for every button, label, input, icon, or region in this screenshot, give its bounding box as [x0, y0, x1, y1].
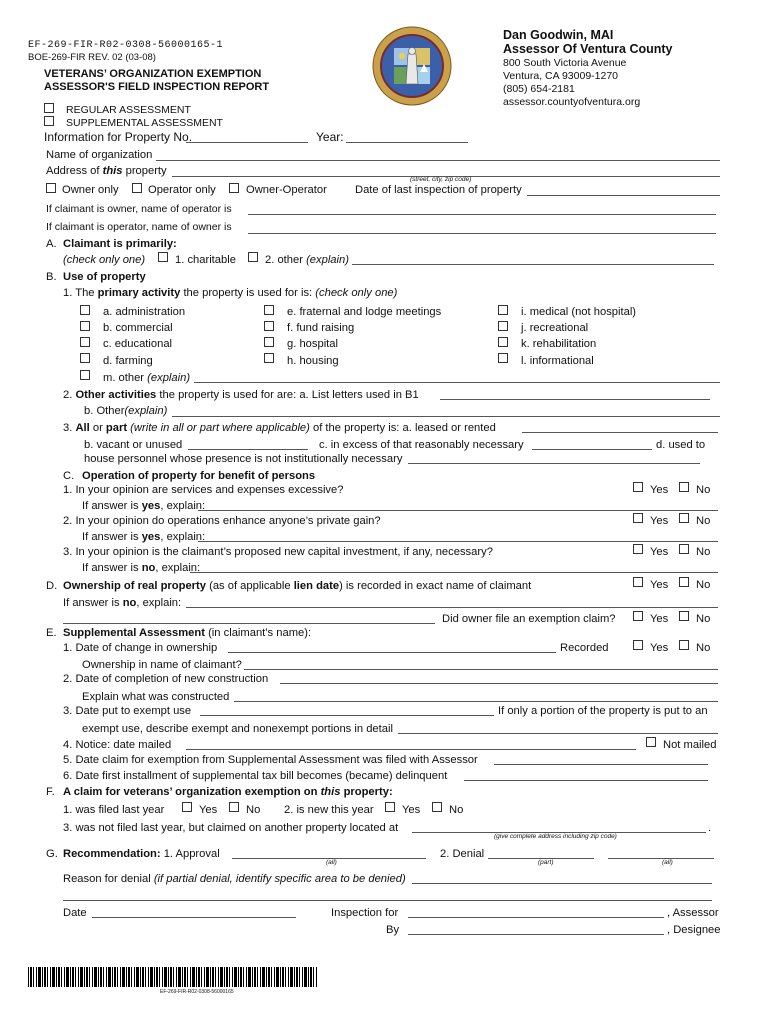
d-yes-label: Yes — [650, 579, 669, 591]
charitable-checkbox[interactable] — [158, 252, 168, 262]
reason-field[interactable] — [412, 883, 712, 884]
section-b-q1: 1. The primary activity the property is used for is: (check only one) — [63, 287, 398, 299]
c3-followup: If answer is no, explain: — [82, 562, 201, 574]
f1-no-label: No — [246, 804, 261, 816]
date-field[interactable] — [92, 917, 296, 918]
activity-i-checkbox[interactable] — [498, 305, 508, 315]
c2-no-checkbox[interactable] — [679, 513, 689, 523]
e3-label: 3. Date put to exempt use — [63, 705, 192, 717]
c1-no-checkbox[interactable] — [679, 482, 689, 492]
activity-a-checkbox[interactable] — [80, 305, 90, 315]
activity-e-checkbox[interactable] — [264, 305, 274, 315]
owner-only-checkbox[interactable] — [46, 183, 56, 193]
e1-label: 1. Date of change in ownership — [63, 642, 218, 654]
activity-m-field[interactable] — [194, 382, 720, 383]
section-c-q2: 2. In your opinion do operations enhance anyone’s private gain? — [63, 515, 381, 527]
owner-name-field[interactable] — [248, 233, 716, 234]
section-b-title: Use of property — [63, 271, 146, 283]
letters-used-field[interactable] — [440, 399, 710, 400]
org-name-field[interactable] — [156, 160, 720, 161]
section-d-text: Ownership of real property (as of applicable lien date) is recorded in exact name of claimant — [63, 580, 532, 592]
section-g-letter: G. — [46, 848, 58, 860]
section-b-letter: B. — [46, 271, 57, 283]
owner-operator-checkbox[interactable] — [229, 183, 239, 193]
exemption-claim-label: Did owner file an exemption claim? — [442, 613, 616, 625]
e5-field[interactable] — [494, 764, 708, 765]
regular-assessment-label: REGULAR ASSESSMENT — [66, 104, 191, 116]
assessor-name: Dan Goodwin, MAI — [503, 28, 614, 42]
leased-field[interactable] — [522, 432, 718, 433]
date-label: Date — [63, 907, 87, 919]
c3-explain-field[interactable] — [190, 572, 718, 573]
county-seal-logo — [372, 26, 452, 106]
section-a-title: Claimant is primarily: — [63, 238, 177, 250]
barcode — [28, 967, 318, 987]
activity-g-label: g. hospital — [287, 338, 338, 350]
c1-followup: If answer is yes, explain: — [82, 500, 206, 512]
claim-yes-checkbox[interactable] — [633, 611, 643, 621]
other-claimant-field[interactable] — [352, 264, 714, 265]
f3-caption: (give complete address including zip code) — [494, 833, 617, 840]
barcode-text: EF-269-FIR-R02-0308-56000165 — [160, 989, 234, 995]
vacant-field[interactable] — [188, 449, 308, 450]
c1-yes-checkbox[interactable] — [633, 482, 643, 492]
claim-yes-label: Yes — [650, 613, 669, 625]
e3-right-label: If only a portion of the property is put to an — [498, 705, 708, 717]
d-no-label: No — [696, 579, 711, 591]
form-code: EF-269-FIR-R02-0308-56000165-1 — [28, 40, 224, 51]
activity-f-checkbox[interactable] — [264, 321, 274, 331]
section-b-q2: 2. Other activities the property is used for are: a. List letters used in B1 — [63, 389, 419, 401]
explain-constructed-label: Explain what was constructed — [82, 691, 230, 703]
excess-label: c. in excess of that reasonably necessary — [319, 439, 524, 451]
activity-d-label: d. farming — [103, 355, 153, 367]
f2-no-checkbox[interactable] — [432, 802, 442, 812]
section-e-letter: E. — [46, 627, 57, 639]
explain-constructed-field[interactable] — [234, 701, 718, 702]
c3-yes-checkbox[interactable] — [633, 544, 643, 554]
section-c-letter: C. — [63, 470, 75, 482]
c3-no-checkbox[interactable] — [679, 544, 689, 554]
address-caption: (street, city, zip code) — [410, 176, 472, 183]
e2-field[interactable] — [280, 683, 718, 684]
assessor-address-2: Ventura, CA 93009-1270 — [503, 70, 619, 82]
other-activities-field[interactable] — [172, 416, 720, 417]
d-followup: If answer is no, explain: — [63, 597, 182, 609]
assessor-label: , Assessor — [667, 907, 719, 919]
activity-e-label: e. fraternal and lodge meetings — [287, 306, 442, 318]
section-c-q3: 3. In your opinion is the claimant’s proposed new capital investment, if any, necessary? — [63, 546, 493, 558]
other-claimant-checkbox[interactable] — [248, 252, 258, 262]
c1-explain-field[interactable] — [198, 510, 718, 511]
c2-yes-checkbox[interactable] — [633, 513, 643, 523]
activity-j-checkbox[interactable] — [498, 321, 508, 331]
section-a-letter: A. — [46, 238, 57, 250]
f2-yes-label: Yes — [402, 804, 421, 816]
e1-yes-checkbox[interactable] — [633, 640, 643, 650]
section-b-q3: 3. All or part (write in all or part where applicable) of the property is: a. leased or rented — [63, 422, 496, 434]
section-c-title: Operation of property for benefit of persons — [82, 470, 316, 482]
claimant-operator-label: If claimant is operator, name of owner is — [46, 221, 232, 233]
activity-m-label: m. other (explain) — [103, 372, 191, 384]
f1-yes-checkbox[interactable] — [182, 802, 192, 812]
vacant-label: b. vacant or unused — [84, 439, 183, 451]
f1-yes-label: Yes — [199, 804, 218, 816]
e3-field[interactable] — [200, 715, 494, 716]
inspection-for-field[interactable] — [408, 917, 664, 918]
activity-c-label: c. educational — [103, 338, 173, 350]
e6-label: 6. Date first installment of supplemental tax bill becomes (became) delinquent — [63, 770, 448, 782]
org-name-label: Name of organization — [46, 149, 153, 161]
operator-name-field[interactable] — [248, 214, 716, 215]
house-personnel-label: house personnel whose presence is not institutionally necessary — [84, 453, 403, 465]
d-no-checkbox[interactable] — [679, 577, 689, 587]
activity-k-label: k. rehabilitation — [521, 338, 597, 350]
section-b-q2b: b. Other(explain) — [84, 405, 168, 417]
section-c-q1: 1. In your opinion are services and expenses excessive? — [63, 484, 344, 496]
activity-c-checkbox[interactable] — [80, 337, 90, 347]
not-mailed-checkbox[interactable] — [646, 737, 656, 747]
ownership-name-label: Ownership in name of claimant? — [82, 659, 242, 671]
activity-l-label: l. informational — [521, 355, 594, 367]
recorded-label: Recorded — [560, 642, 609, 654]
assessor-website: assessor.countyofventura.org — [503, 96, 641, 108]
f3-period: . — [708, 822, 712, 834]
c1-no-label: No — [696, 484, 711, 496]
last-inspection-label: Date of last inspection of property — [355, 184, 522, 196]
e4-field[interactable] — [186, 749, 636, 750]
f2-yes-checkbox[interactable] — [385, 802, 395, 812]
d-explain-field[interactable] — [186, 607, 718, 608]
c3-yes-label: Yes — [650, 546, 669, 558]
assessor-address-1: 800 South Victoria Avenue — [503, 57, 627, 69]
property-no-field[interactable] — [186, 142, 308, 143]
denial-label: 2. Denial — [440, 848, 485, 860]
owner-operator-label: Owner-Operator — [246, 184, 327, 196]
operator-only-checkbox[interactable] — [132, 183, 142, 193]
section-d-letter: D. — [46, 580, 58, 592]
form-title-2: ASSESSOR'S FIELD INSPECTION REPORT — [44, 81, 270, 93]
activity-m-checkbox[interactable] — [80, 370, 90, 380]
c3-no-label: No — [696, 546, 711, 558]
charitable-label: 1. charitable — [175, 254, 236, 266]
denial-all-caption: (all) — [662, 859, 673, 866]
e5-label: 5. Date claim for exemption from Supplemental Assessment was filed with Assessor — [63, 754, 478, 766]
denial-all-field[interactable] — [608, 858, 714, 859]
by-field[interactable] — [408, 934, 664, 935]
year-field[interactable] — [346, 142, 468, 143]
year-label: Year: — [316, 130, 344, 144]
section-e-title: Supplemental Assessment (in claimant’s name): — [63, 627, 312, 639]
activity-l-checkbox[interactable] — [498, 353, 508, 363]
denial-part-caption: (part) — [538, 859, 554, 866]
other-claimant-label: 2. other (explain) — [265, 254, 349, 266]
activity-f-label: f. fund raising — [287, 322, 355, 334]
activity-k-checkbox[interactable] — [498, 337, 508, 347]
f1-no-checkbox[interactable] — [229, 802, 239, 812]
section-g-approval: Recommendation: 1. Approval — [63, 848, 220, 860]
activity-a-label: a. administration — [103, 306, 186, 318]
operator-only-label: Operator only — [148, 184, 216, 196]
e6-field[interactable] — [464, 780, 708, 781]
c2-explain-field[interactable] — [198, 541, 718, 542]
claimant-owner-label: If claimant is owner, name of operator is — [46, 203, 232, 215]
e3-line2-label: exempt use, describe exempt and nonexempt portions in detail — [82, 723, 393, 735]
c2-no-label: No — [696, 515, 711, 527]
regular-assessment-checkbox[interactable] — [44, 103, 54, 113]
assessor-title: Assessor Of Ventura County — [503, 42, 673, 56]
activity-b-checkbox[interactable] — [80, 321, 90, 331]
inspection-for-label: Inspection for — [331, 907, 399, 919]
e2-label: 2. Date of completion of new construction — [63, 673, 269, 685]
activity-d-checkbox[interactable] — [80, 353, 90, 363]
activity-j-label: j. recreational — [521, 322, 589, 334]
d-explain-field-2[interactable] — [63, 623, 435, 624]
last-inspection-field[interactable] — [527, 195, 720, 196]
property-no-label: Information for Property No. — [44, 130, 193, 144]
assessor-phone: (805) 654-2181 — [503, 83, 575, 95]
ownership-name-field[interactable] — [244, 669, 718, 670]
activity-i-label: i. medical (not hospital) — [521, 306, 637, 318]
reason-field-2[interactable] — [63, 900, 712, 901]
designee-label: , Designee — [667, 924, 721, 936]
supplemental-assessment-checkbox[interactable] — [44, 116, 54, 126]
e3-detail-field[interactable] — [398, 733, 718, 734]
claim-no-label: No — [696, 613, 711, 625]
f3-label: 3. was not filed last year, but claimed on another property located at — [63, 822, 399, 834]
d-yes-checkbox[interactable] — [633, 577, 643, 587]
c2-yes-label: Yes — [650, 515, 669, 527]
approval-caption: (all) — [326, 859, 337, 866]
f2-label: 2. is new this year — [284, 804, 374, 816]
used-to-label: d. used to — [656, 439, 706, 451]
c1-yes-label: Yes — [650, 484, 669, 496]
e4-label: 4. Notice: date mailed — [63, 739, 172, 751]
f2-no-label: No — [449, 804, 464, 816]
activity-b-label: b. commercial — [103, 322, 173, 334]
e1-field[interactable] — [228, 652, 556, 653]
house-personnel-field[interactable] — [408, 463, 700, 464]
by-label: By — [386, 924, 400, 936]
activity-h-label: h. housing — [287, 355, 339, 367]
section-f-letter: F. — [46, 786, 55, 798]
section-a-check-one: (check only one) — [63, 254, 146, 266]
e1-yes-label: Yes — [650, 642, 669, 654]
supplemental-assessment-label: SUPPLEMENTAL ASSESSMENT — [66, 117, 223, 129]
e1-no-checkbox[interactable] — [679, 640, 689, 650]
owner-only-label: Owner only — [62, 184, 119, 196]
form-revision: BOE-269-FIR REV. 02 (03-08) — [28, 52, 156, 63]
activity-g-checkbox[interactable] — [264, 337, 274, 347]
section-f-title: A claim for veterans’ organization exemption on this property: — [63, 786, 393, 798]
claim-no-checkbox[interactable] — [679, 611, 689, 621]
e1-no-label: No — [696, 642, 711, 654]
f1-label: 1. was filed last year — [63, 804, 165, 816]
excess-field[interactable] — [532, 449, 652, 450]
not-mailed-label: Not mailed — [663, 739, 717, 751]
c2-followup: If answer is yes, explain: — [82, 531, 206, 543]
reason-label: Reason for denial (if partial denial, identify specific area to be denied) — [63, 873, 406, 885]
activity-h-checkbox[interactable] — [264, 353, 274, 363]
form-title-1: VETERANS’ ORGANIZATION EXEMPTION — [44, 68, 262, 80]
address-label: Address of this property — [46, 165, 167, 177]
